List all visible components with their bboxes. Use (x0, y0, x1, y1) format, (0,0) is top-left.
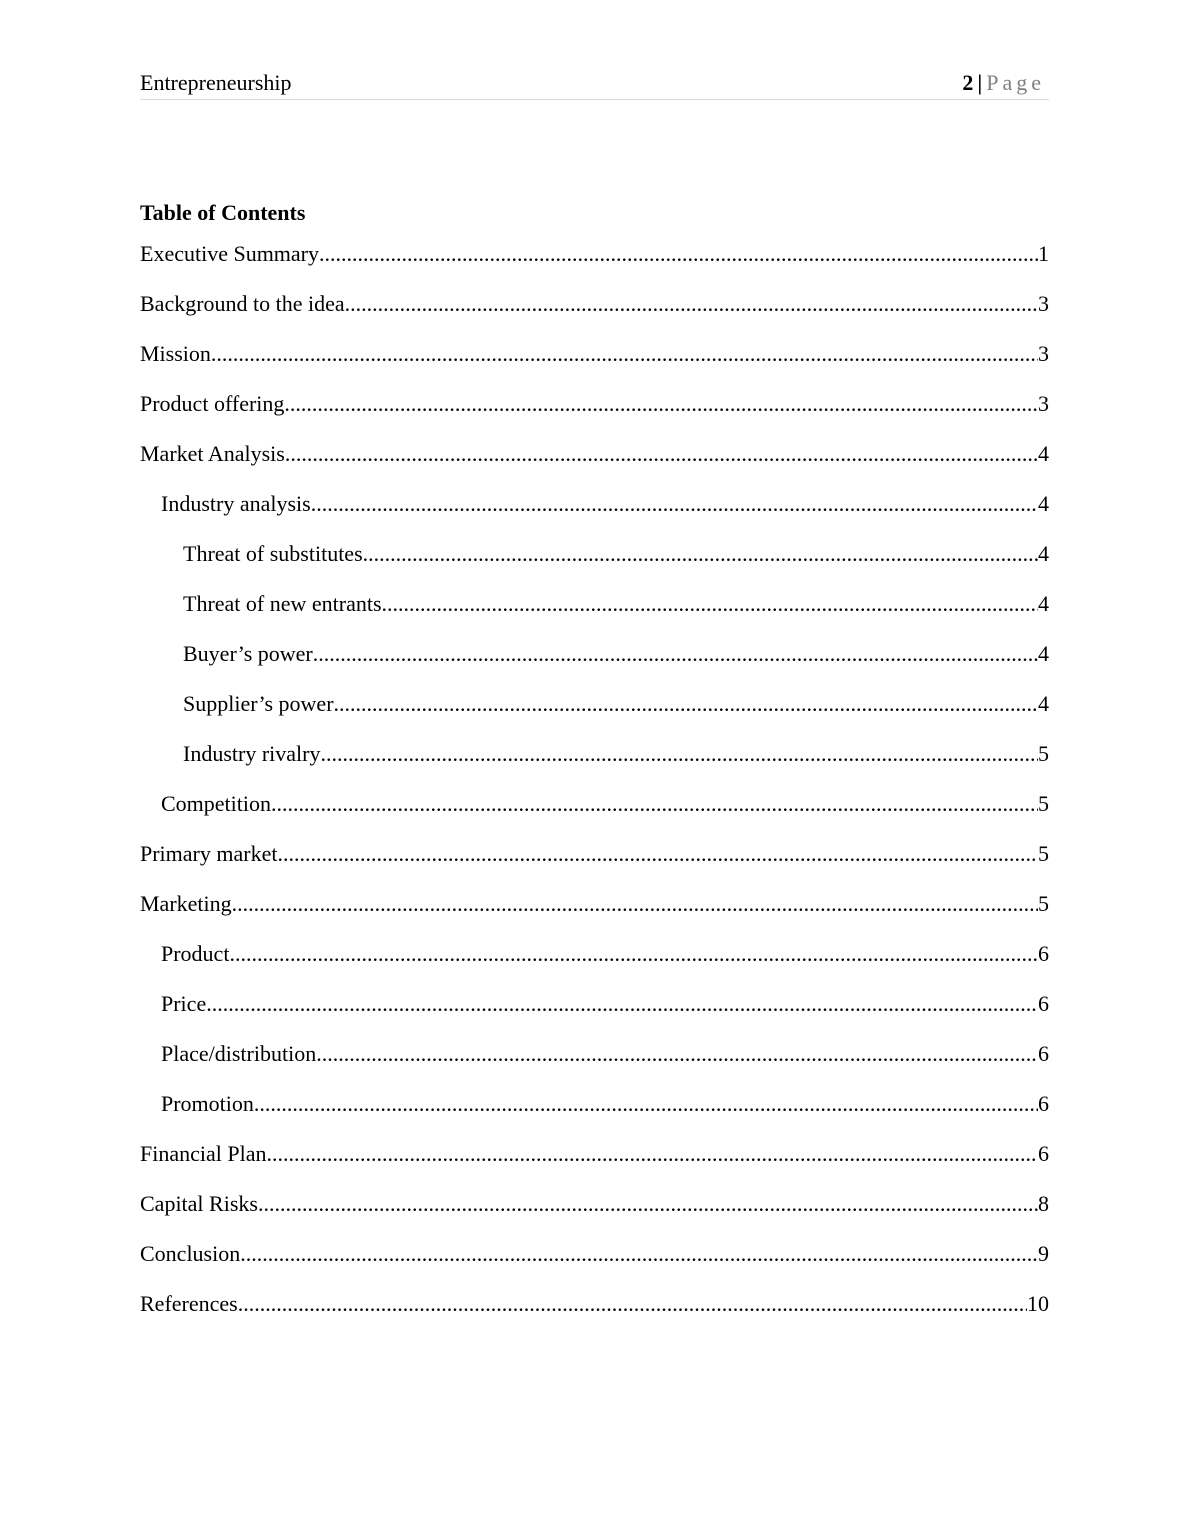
header-page-word: Page (986, 70, 1045, 95)
toc-entry-page: 8 (1038, 1191, 1049, 1216)
toc-entry-label: Product (161, 941, 230, 966)
toc-entry-label: Financial Plan (140, 1141, 267, 1166)
toc-entry-place-distribution[interactable] (140, 1041, 1049, 1091)
toc-entry-executive-summary[interactable] (140, 241, 1049, 291)
toc-leader (229, 941, 1038, 967)
toc-entry-label: Threat of substitutes (183, 541, 363, 566)
toc-entry-buyers-power[interactable] (140, 641, 1049, 691)
toc-leader (320, 741, 1038, 767)
toc-heading: Table of Contents (140, 200, 306, 225)
header-page-number: 2 (962, 70, 974, 95)
toc-entry-suppliers-power[interactable] (140, 691, 1049, 741)
toc-leader (382, 591, 1038, 617)
toc-entry-label: Buyer’s power (183, 641, 313, 666)
toc-entry-label: Conclusion (140, 1241, 241, 1266)
toc-entry-page: 4 (1038, 541, 1049, 566)
toc-entry-page: 6 (1038, 1041, 1049, 1066)
toc-entry-marketing[interactable] (140, 891, 1049, 941)
toc-leader (211, 341, 1038, 367)
header-separator: | (977, 70, 983, 95)
toc-leader (271, 791, 1038, 817)
toc-entry-label: Executive Summary (140, 241, 320, 266)
toc-entry-label: Industry rivalry (183, 741, 321, 766)
toc-entry-label: Mission (140, 341, 211, 366)
toc-entry-market-analysis[interactable] (140, 441, 1049, 491)
toc-entry-page: 9 (1038, 1241, 1049, 1266)
toc-entry-background-to-the-idea[interactable] (140, 291, 1049, 341)
toc-entry-page: 4 (1038, 641, 1049, 666)
toc-leader (313, 641, 1038, 667)
toc-leader (277, 841, 1038, 867)
toc-entry-label: Product offering (140, 391, 285, 416)
toc-entry-page: 10 (1027, 1291, 1049, 1316)
toc-entry-page: 6 (1038, 941, 1049, 966)
header-title: Entrepreneurship (140, 70, 292, 95)
toc-entry-label: Supplier’s power (183, 691, 334, 716)
toc-entry-page: 5 (1038, 841, 1049, 866)
toc-entry-references[interactable] (140, 1291, 1049, 1341)
page-header (140, 68, 1049, 100)
toc-entry-page: 4 (1038, 441, 1049, 466)
toc-entry-page: 4 (1038, 591, 1049, 616)
toc-entry-page: 3 (1038, 391, 1049, 416)
toc-entry-label: Background to the idea (140, 291, 345, 316)
toc-entry-label: Marketing (140, 891, 232, 916)
toc-entry-industry-analysis[interactable] (140, 491, 1049, 541)
toc-leader (363, 541, 1038, 567)
toc-leader (284, 391, 1038, 417)
toc-entry-page: 5 (1038, 791, 1049, 816)
toc-entry-product-offering[interactable] (140, 391, 1049, 441)
toc-leader (206, 991, 1038, 1017)
toc-entry-primary-market[interactable] (140, 841, 1049, 891)
toc-leader (285, 441, 1038, 467)
toc-entry-price[interactable] (140, 991, 1049, 1041)
toc-leader (345, 291, 1038, 317)
toc-entry-label: Industry analysis (161, 491, 311, 516)
toc-entry-page: 3 (1038, 291, 1049, 316)
toc-entry-label: Promotion (161, 1091, 254, 1116)
toc-leader (258, 1191, 1038, 1217)
toc-entry-threat-of-substitutes[interactable] (140, 541, 1049, 591)
toc-entry-mission[interactable] (140, 341, 1049, 391)
toc-entry-label: Price (161, 991, 207, 1016)
toc-entry-label: Competition (161, 791, 271, 816)
toc-entry-page: 5 (1038, 741, 1049, 766)
toc-leader (238, 1291, 1027, 1317)
toc-entry-label: Place/distribution (161, 1041, 317, 1066)
toc-leader (334, 691, 1038, 717)
toc-entry-label: References (140, 1291, 238, 1316)
toc-leader (232, 891, 1038, 917)
toc-entry-label: Primary market (140, 841, 278, 866)
toc-entry-label: Capital Risks (140, 1191, 258, 1216)
toc-entry-page: 6 (1038, 1091, 1049, 1116)
toc-entry-conclusion[interactable] (140, 1241, 1049, 1291)
toc-entry-threat-of-new-entrants[interactable] (140, 591, 1049, 641)
toc-list (140, 241, 1049, 1341)
toc-entry-financial-plan[interactable] (140, 1141, 1049, 1191)
toc-entry-page: 4 (1038, 691, 1049, 716)
toc-entry-product[interactable] (140, 941, 1049, 991)
toc-leader (311, 491, 1038, 517)
toc-entry-competition[interactable] (140, 791, 1049, 841)
toc-leader (316, 1041, 1038, 1067)
toc-entry-page: 4 (1038, 491, 1049, 516)
header-page-indicator (962, 70, 1045, 96)
toc-entry-page: 5 (1038, 891, 1049, 916)
toc-entry-page: 6 (1038, 991, 1049, 1016)
toc-leader (254, 1091, 1038, 1117)
toc-entry-label: Threat of new entrants (183, 591, 382, 616)
toc-entry-industry-rivalry[interactable] (140, 741, 1049, 791)
toc-leader (240, 1241, 1038, 1267)
toc-leader (266, 1141, 1038, 1167)
toc-entry-page: 3 (1038, 341, 1049, 366)
toc-entry-label: Market Analysis (140, 441, 285, 466)
toc-entry-page: 1 (1038, 241, 1049, 266)
toc-entry-capital-risks[interactable] (140, 1191, 1049, 1241)
toc-entry-promotion[interactable] (140, 1091, 1049, 1141)
toc-leader (319, 241, 1038, 267)
toc-entry-page: 6 (1038, 1141, 1049, 1166)
